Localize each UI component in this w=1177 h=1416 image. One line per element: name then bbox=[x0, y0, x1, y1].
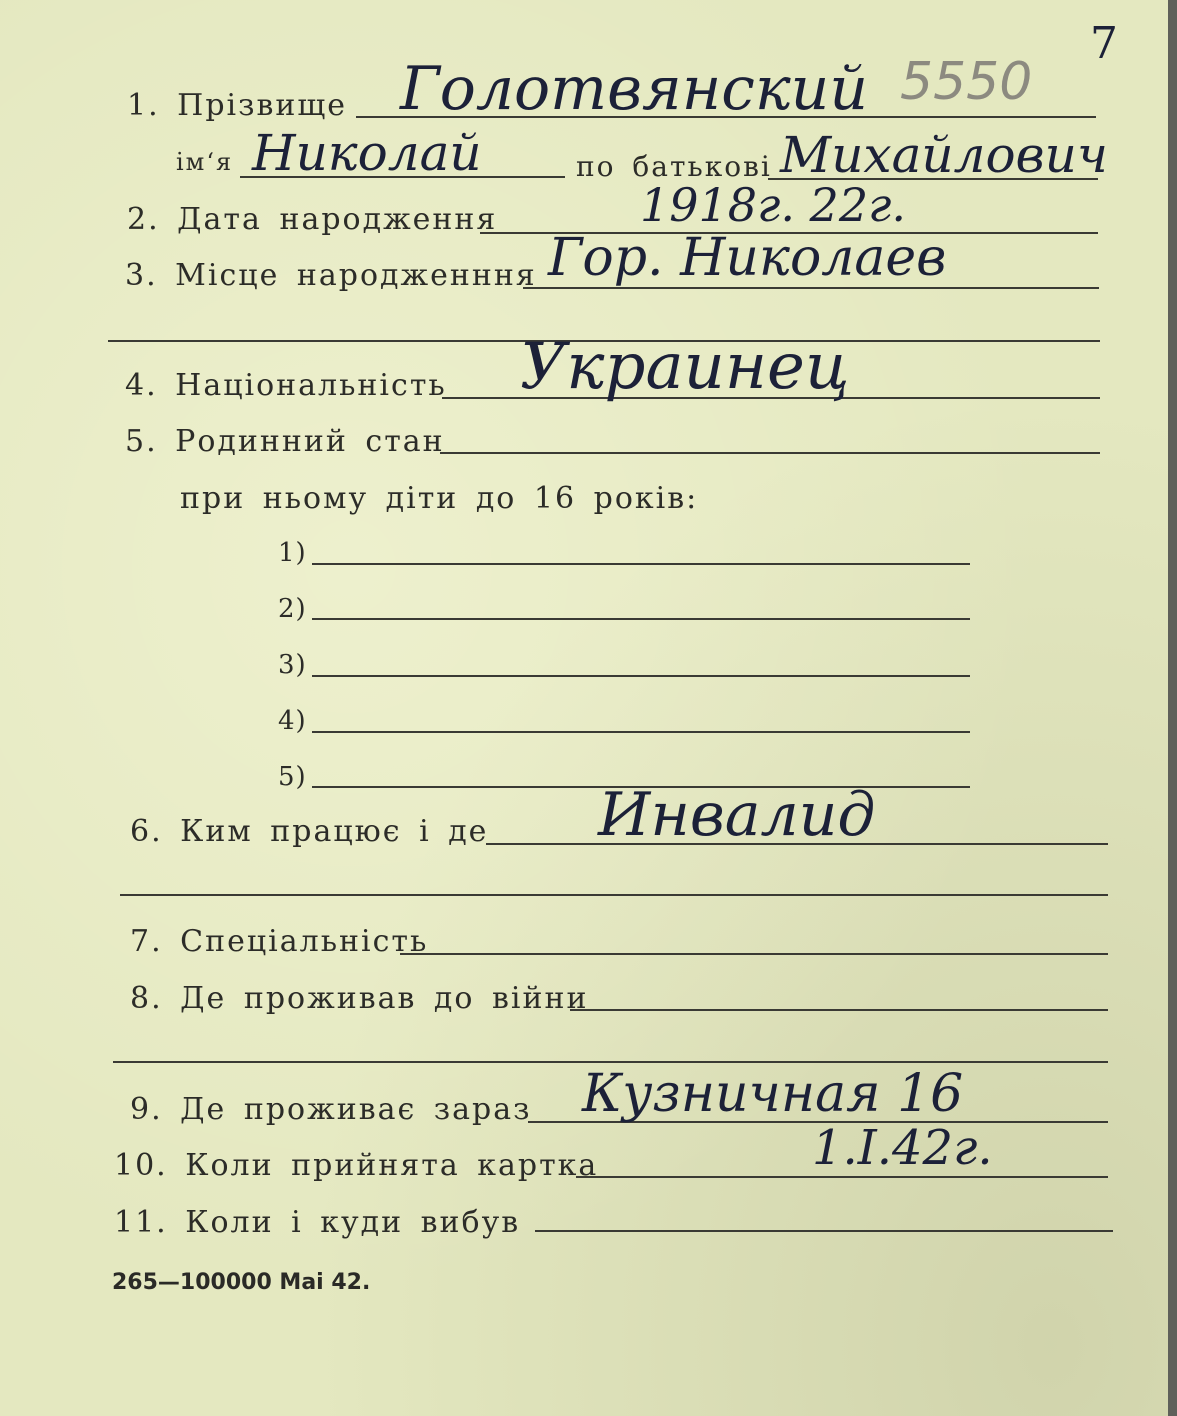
hw-card-accepted: 1.I.42г. bbox=[812, 1120, 993, 1176]
hw-patronymic: Михайлович bbox=[780, 126, 1108, 184]
hw-surname: Голотвянский bbox=[400, 54, 868, 124]
hw-current-residence: Кузничная 16 bbox=[582, 1064, 964, 1124]
label-family-status: 5. Родинний стан bbox=[125, 424, 445, 459]
archive-number: 5550 bbox=[900, 52, 1033, 112]
label-patronymic: по батькові bbox=[576, 150, 772, 183]
line-work-extra bbox=[120, 894, 1108, 896]
line-card-accepted bbox=[576, 1176, 1108, 1178]
line-departure bbox=[535, 1230, 1113, 1232]
label-card-accepted: 10. Коли прийнята картка bbox=[114, 1148, 599, 1183]
card-edge-shadow bbox=[1168, 0, 1177, 1416]
label-current-residence: 9. Де проживає зараз bbox=[130, 1092, 532, 1127]
label-work: 6. Ким працює і де bbox=[130, 814, 489, 849]
hw-work: Инвалид bbox=[598, 780, 876, 850]
line-specialty bbox=[400, 953, 1108, 955]
label-children: при ньому діти до 16 років: bbox=[180, 481, 699, 516]
hw-birth-date: 1918г. 22г. bbox=[640, 178, 906, 232]
hw-name: Николай bbox=[252, 124, 482, 182]
corner-mark: 7 bbox=[1090, 18, 1118, 69]
label-departure: 11. Коли і куди вибув bbox=[114, 1205, 521, 1240]
hw-nationality: Украинец bbox=[520, 330, 850, 404]
child-row-3-label: 3) bbox=[278, 650, 307, 680]
line-prewar-residence bbox=[570, 1009, 1108, 1011]
line-family-status bbox=[440, 452, 1100, 454]
label-name: ім‘я bbox=[176, 148, 234, 176]
label-surname: 1. Прізвище bbox=[127, 88, 348, 123]
label-nationality: 4. Національність bbox=[125, 368, 447, 403]
child-row-2-label: 2) bbox=[278, 594, 307, 624]
child-row-4-line bbox=[312, 731, 970, 733]
child-row-2-line bbox=[312, 618, 970, 620]
line-prewar-residence-extra bbox=[113, 1061, 1108, 1063]
label-birth-date: 2. Дата народження bbox=[127, 202, 498, 237]
child-row-3-line bbox=[312, 675, 970, 677]
label-prewar-residence: 8. Де проживав до війни bbox=[130, 981, 589, 1016]
label-birth-place: 3. Місце народженння bbox=[125, 258, 537, 293]
child-row-1-label: 1) bbox=[278, 538, 307, 568]
label-specialty: 7. Спеціальність bbox=[130, 924, 429, 959]
child-row-5-label: 5) bbox=[278, 762, 307, 792]
hw-birth-place: Гор. Николаев bbox=[548, 228, 947, 288]
print-code: 265—100000 Mai 42. bbox=[112, 1270, 371, 1295]
child-row-4-label: 4) bbox=[278, 706, 307, 736]
child-row-1-line bbox=[312, 563, 970, 565]
